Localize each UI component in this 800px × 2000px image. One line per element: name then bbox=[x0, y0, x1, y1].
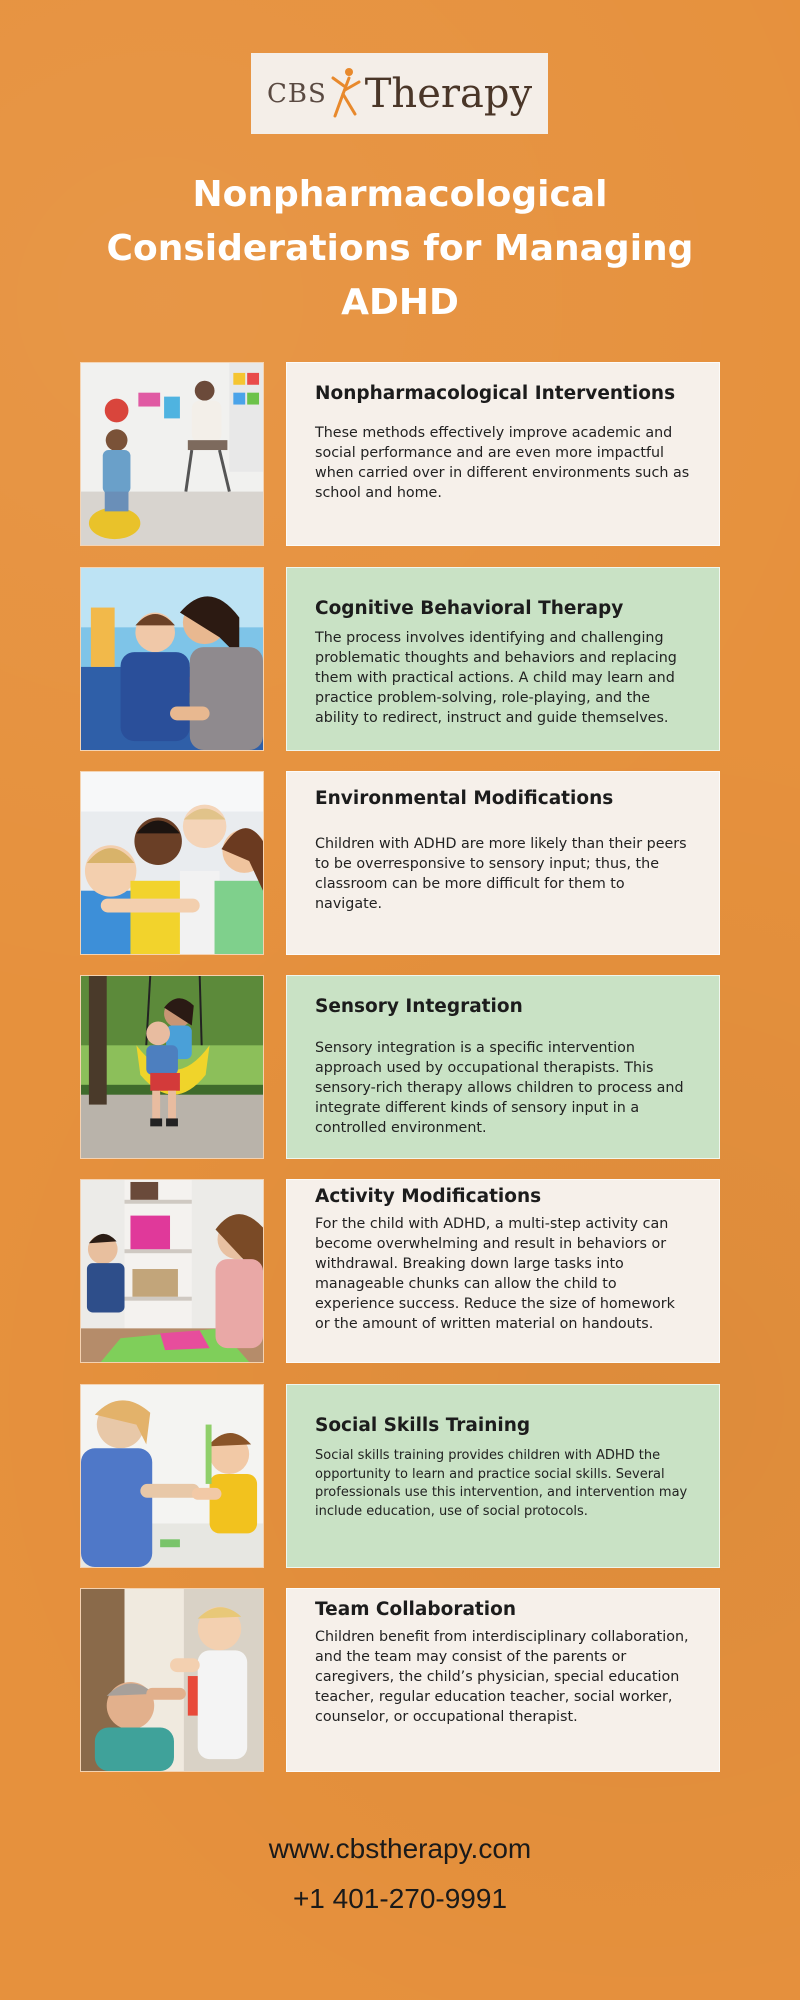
page-title-line: Nonpharmacological bbox=[192, 174, 608, 215]
section-body: For the child with ADHD, a multi-step activity can become overwhelming and result in behaviors or withdrawal. Breaking down large tasks into manageable chunks can allow the child to experience success. Reduce the size of homework or the amount of written material on handouts. bbox=[315, 1216, 675, 1332]
section-body: The process involves identifying and challenging problematic thoughts and behaviors and replacing them with practical actions. A child may learn and practice problem-solving, role-playing, and the ability to redirect, instruct and guide themselves. bbox=[315, 630, 677, 726]
photo-therapist-with-child-table bbox=[80, 1384, 264, 1568]
section-heading: Environmental Modifications bbox=[315, 788, 614, 809]
section-row-team bbox=[80, 1588, 720, 1772]
section-row-environment bbox=[80, 771, 720, 955]
section-card bbox=[286, 1588, 720, 1772]
section-heading: Cognitive Behavioral Therapy bbox=[315, 598, 624, 619]
section-heading: Nonpharmacological Interventions bbox=[315, 383, 676, 404]
photo-child-on-swing bbox=[80, 975, 264, 1159]
footer-phone-number[interactable]: +1 401-270-9991 bbox=[292, 1883, 508, 1914]
section-card bbox=[286, 771, 720, 955]
section-heading: Activity Modifications bbox=[315, 1186, 542, 1207]
page-title-line: Considerations for Managing bbox=[106, 228, 694, 269]
section-row-sensory bbox=[80, 975, 720, 1159]
logo-left-text: CBS bbox=[266, 78, 327, 109]
logo-figure-icon bbox=[329, 64, 363, 124]
footer-website-link[interactable]: www.cbstherapy.com bbox=[268, 1833, 532, 1864]
photo-therapist-child-playroom bbox=[80, 362, 264, 546]
section-card bbox=[286, 1179, 720, 1363]
section-body: Children with ADHD are more likely than their peers to be overresponsive to sensory input; thus, the classroom can be more difficult for them to navigate. bbox=[315, 836, 687, 912]
photo-mother-child-foreheads bbox=[80, 567, 264, 751]
section-row-social bbox=[80, 1384, 720, 1568]
page-title-line: ADHD bbox=[341, 282, 459, 323]
section-body: Social skills training provides children with ADHD the opportunity to learn and practice social skills. Several professionals use this intervention, and intervention may include education, use of social protocols. bbox=[315, 1448, 688, 1519]
brand-logo bbox=[251, 53, 548, 134]
section-card bbox=[286, 1384, 720, 1568]
photo-child-and-therapist-playroom bbox=[80, 1179, 264, 1363]
section-card bbox=[286, 975, 720, 1159]
section-heading: Team Collaboration bbox=[315, 1599, 516, 1620]
section-heading: Sensory Integration bbox=[315, 996, 523, 1017]
page-title bbox=[60, 168, 740, 330]
section-card bbox=[286, 567, 720, 751]
section-body: Sensory integration is a specific intervention approach used by occupational therapists. This sensory-rich therapy allows children to process and integrate different kinds of sensory input in a controlled environment. bbox=[315, 1040, 684, 1136]
section-row-activity bbox=[80, 1179, 720, 1363]
section-row-cbt bbox=[80, 567, 720, 751]
section-body: These methods effectively improve academic and social performance and are even more impactful when carried over in different environments such as school and home. bbox=[315, 425, 690, 501]
section-body: Children benefit from interdisciplinary collaboration, and the team may consist of the parents or caregivers, the child’s physician, special education teacher, regular education teacher, social worker, counselor, or occupational therapist. bbox=[315, 1629, 689, 1725]
photo-group-of-children bbox=[80, 771, 264, 955]
section-row-interventions bbox=[80, 362, 720, 546]
photo-woman-and-boy-high-five bbox=[80, 1588, 264, 1772]
section-card bbox=[286, 362, 720, 546]
logo-right-text: Therapy bbox=[364, 70, 533, 117]
section-heading: Social Skills Training bbox=[315, 1415, 531, 1436]
